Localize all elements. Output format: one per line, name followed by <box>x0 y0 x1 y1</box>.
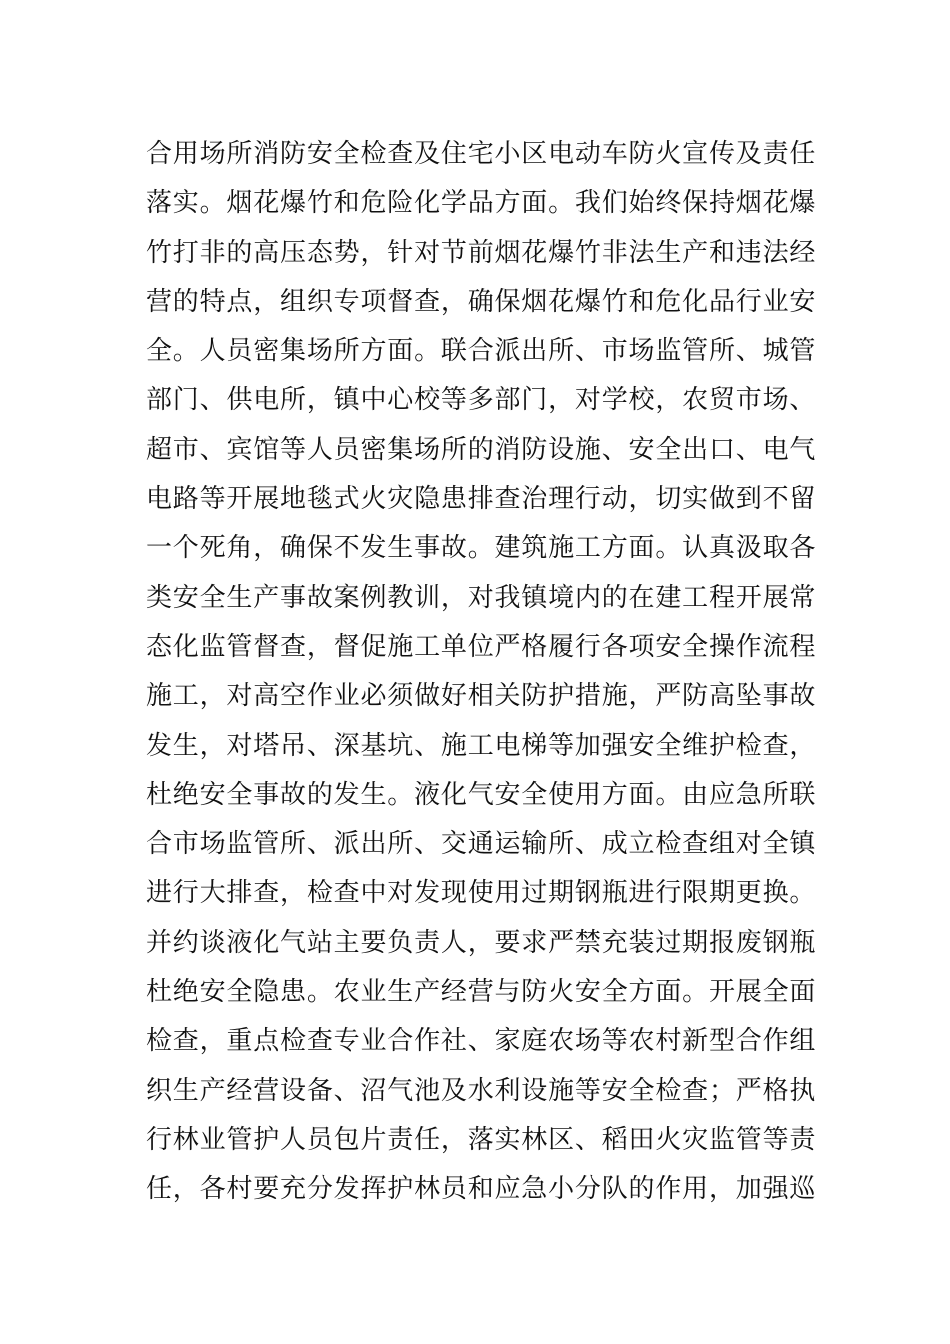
text-line: 发生，对塔吊、深基坑、施工电梯等加强安全维护检查， <box>146 730 816 761</box>
text-line: 杜绝安全事故的发生。液化气安全使用方面。由应急所联 <box>146 779 816 810</box>
text-line: 类安全生产事故案例教训，对我镇境内的在建工程开展常 <box>146 582 816 613</box>
text-line: 施工，对高空作业必须做好相关防护措施，严防高坠事故 <box>146 681 816 712</box>
text-line: 竹打非的高压态势，针对节前烟花爆竹非法生产和违法经 <box>146 237 816 268</box>
text-line: 检查，重点检查专业合作社、家庭农场等农村新型合作组 <box>146 1026 816 1057</box>
text-line: 织生产经营设备、沼气池及水利设施等安全检查；严格执 <box>146 1075 816 1106</box>
text-line: 落实。烟花爆竹和危险化学品方面。我们始终保持烟花爆 <box>146 188 816 219</box>
text-line: 进行大排查，检查中对发现使用过期钢瓶进行限期更换。 <box>146 878 816 909</box>
text-line: 态化监管督查，督促施工单位严格履行各项安全操作流程 <box>146 631 816 662</box>
text-line: 一个死角，确保不发生事故。建筑施工方面。认真汲取各 <box>146 533 816 564</box>
body-text <box>146 130 816 1215</box>
text-line: 任，各村要充分发挥护林员和应急小分队的作用，加强巡 <box>146 1174 816 1205</box>
text-line: 行林业管护人员包片责任，落实林区、稻田火灾监管等责 <box>146 1124 816 1155</box>
text-line: 部门、供电所，镇中心校等多部门，对学校，农贸市场、 <box>146 385 816 416</box>
text-line: 合市场监管所、派出所、交通运输所、成立检查组对全镇 <box>146 829 816 860</box>
text-line: 电路等开展地毯式火灾隐患排查治理行动，切实做到不留 <box>146 484 816 515</box>
text-line: 全。人员密集场所方面。联合派出所、市场监管所、城管 <box>146 336 816 367</box>
text-line: 合用场所消防安全检查及住宅小区电动车防火宣传及责任 <box>146 139 816 169</box>
text-line: 超市、宾馆等人员密集场所的消防设施、安全出口、电气 <box>146 434 816 465</box>
text-line: 杜绝安全隐患。农业生产经营与防火安全方面。开展全面 <box>146 977 816 1008</box>
text-line: 并约谈液化气站主要负责人，要求严禁充装过期报废钢瓶 <box>146 927 816 958</box>
text-line: 营的特点，组织专项督查，确保烟花爆竹和危化品行业安 <box>146 286 816 317</box>
